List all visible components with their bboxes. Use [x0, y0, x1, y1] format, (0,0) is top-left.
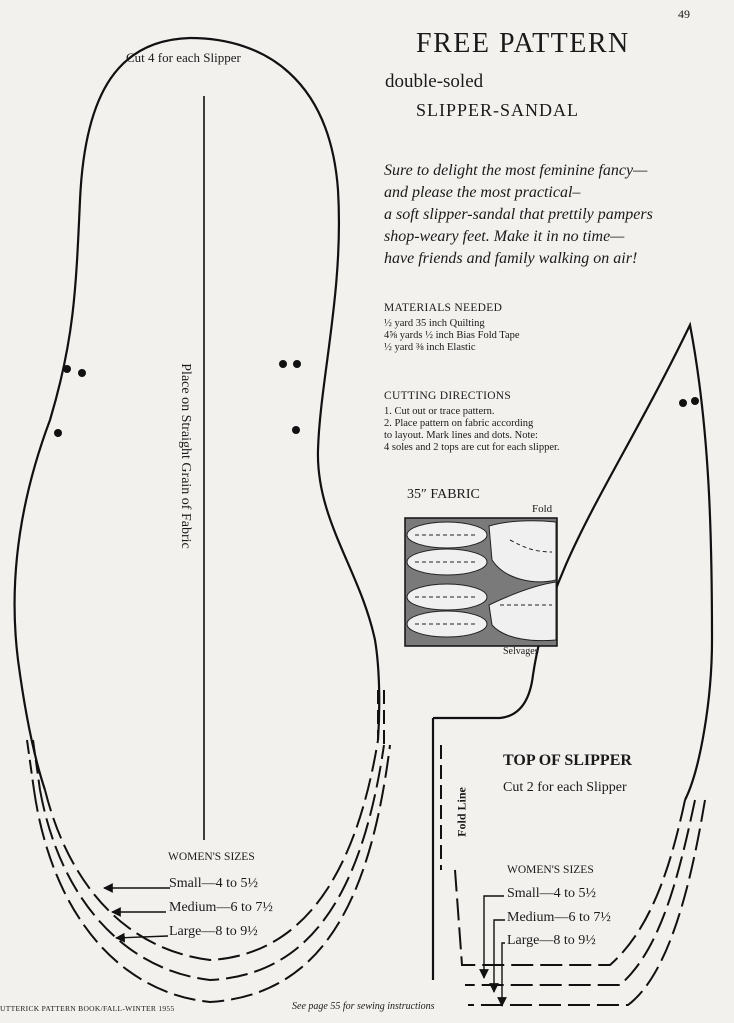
cutting-section [384, 390, 560, 454]
sole-size-medium: Medium—6 to 7½ [169, 900, 273, 915]
top-piece-title: TOP OF SLIPPER [503, 752, 632, 769]
materials-section [384, 302, 520, 354]
fabric-layout-diagram [405, 518, 557, 646]
top-dots [679, 397, 699, 407]
cutting-line: 4 soles and 2 tops are cut for each slipper. [384, 442, 560, 453]
top-sizes-heading: WOMEN'S SIZES [507, 864, 594, 876]
top-size-large: Large—8 to 9½ [507, 933, 596, 948]
fabric-diagram-title: 35″ FABRIC [407, 487, 480, 502]
sole-size-large: Large—8 to 9½ [169, 924, 258, 939]
top-size-lines [455, 800, 705, 1005]
page-number: 49 [678, 7, 690, 21]
sole-sizes-heading: WOMEN'S SIZES [168, 851, 255, 863]
materials-item: ½ yard 35 inch Quilting [384, 318, 485, 329]
materials-heading: MATERIALS NEEDED [384, 302, 503, 314]
fold-line-label: Fold Line [454, 787, 469, 837]
fabric-fold-label: Fold [532, 503, 553, 515]
top-size-arrows [484, 896, 505, 1006]
intro-blurb [384, 160, 653, 270]
fabric-selvage-label: Selvages [503, 646, 539, 657]
page-title: FREE PATTERN [416, 28, 630, 59]
materials-item: 4⅝ yards ½ inch Bias Fold Tape [384, 330, 520, 341]
sole-size-small: Small—4 to 5½ [169, 876, 259, 891]
blurb-line: have friends and family walking on air! [384, 250, 638, 267]
subtitle-line-2: SLIPPER-SANDAL [416, 100, 580, 120]
blurb-line: and please the most practical– [384, 184, 581, 201]
subtitle-line-1: double-soled [385, 71, 484, 92]
sole-size-lines [34, 740, 390, 1002]
sole-outline [15, 38, 190, 790]
sole-cut-label: Cut 4 for each Slipper [126, 50, 241, 65]
cutting-line: 2. Place pattern on fabric according [384, 418, 534, 429]
footer-publication: UTTERICK PATTERN BOOK/FALL-WINTER 1955 [0, 1004, 175, 1013]
sole-size-arrows [104, 888, 170, 938]
blurb-line: Sure to delight the most feminine fancy— [384, 162, 648, 179]
cutting-heading: CUTTING DIRECTIONS [384, 390, 512, 402]
top-piece-cut-label: Cut 2 for each Slipper [503, 780, 627, 795]
sole-outline [190, 38, 379, 740]
materials-item: ½ yard ⅜ inch Elastic [384, 342, 476, 353]
footer-instructions: See page 55 for sewing instructions [292, 1001, 435, 1012]
cutting-line: to layout. Mark lines and dots. Note: [384, 430, 538, 441]
top-size-medium: Medium—6 to 7½ [507, 910, 611, 925]
blurb-line: shop-weary feet. Make it in no time— [384, 228, 625, 245]
sole-size-tails [27, 690, 384, 790]
top-size-small: Small—4 to 5½ [507, 886, 597, 901]
grain-label: Place on Straight Grain of Fabric [178, 363, 193, 549]
cutting-line: 1. Cut out or trace pattern. [384, 406, 495, 417]
blurb-line: a soft slipper-sandal that prettily pampers [384, 206, 653, 223]
